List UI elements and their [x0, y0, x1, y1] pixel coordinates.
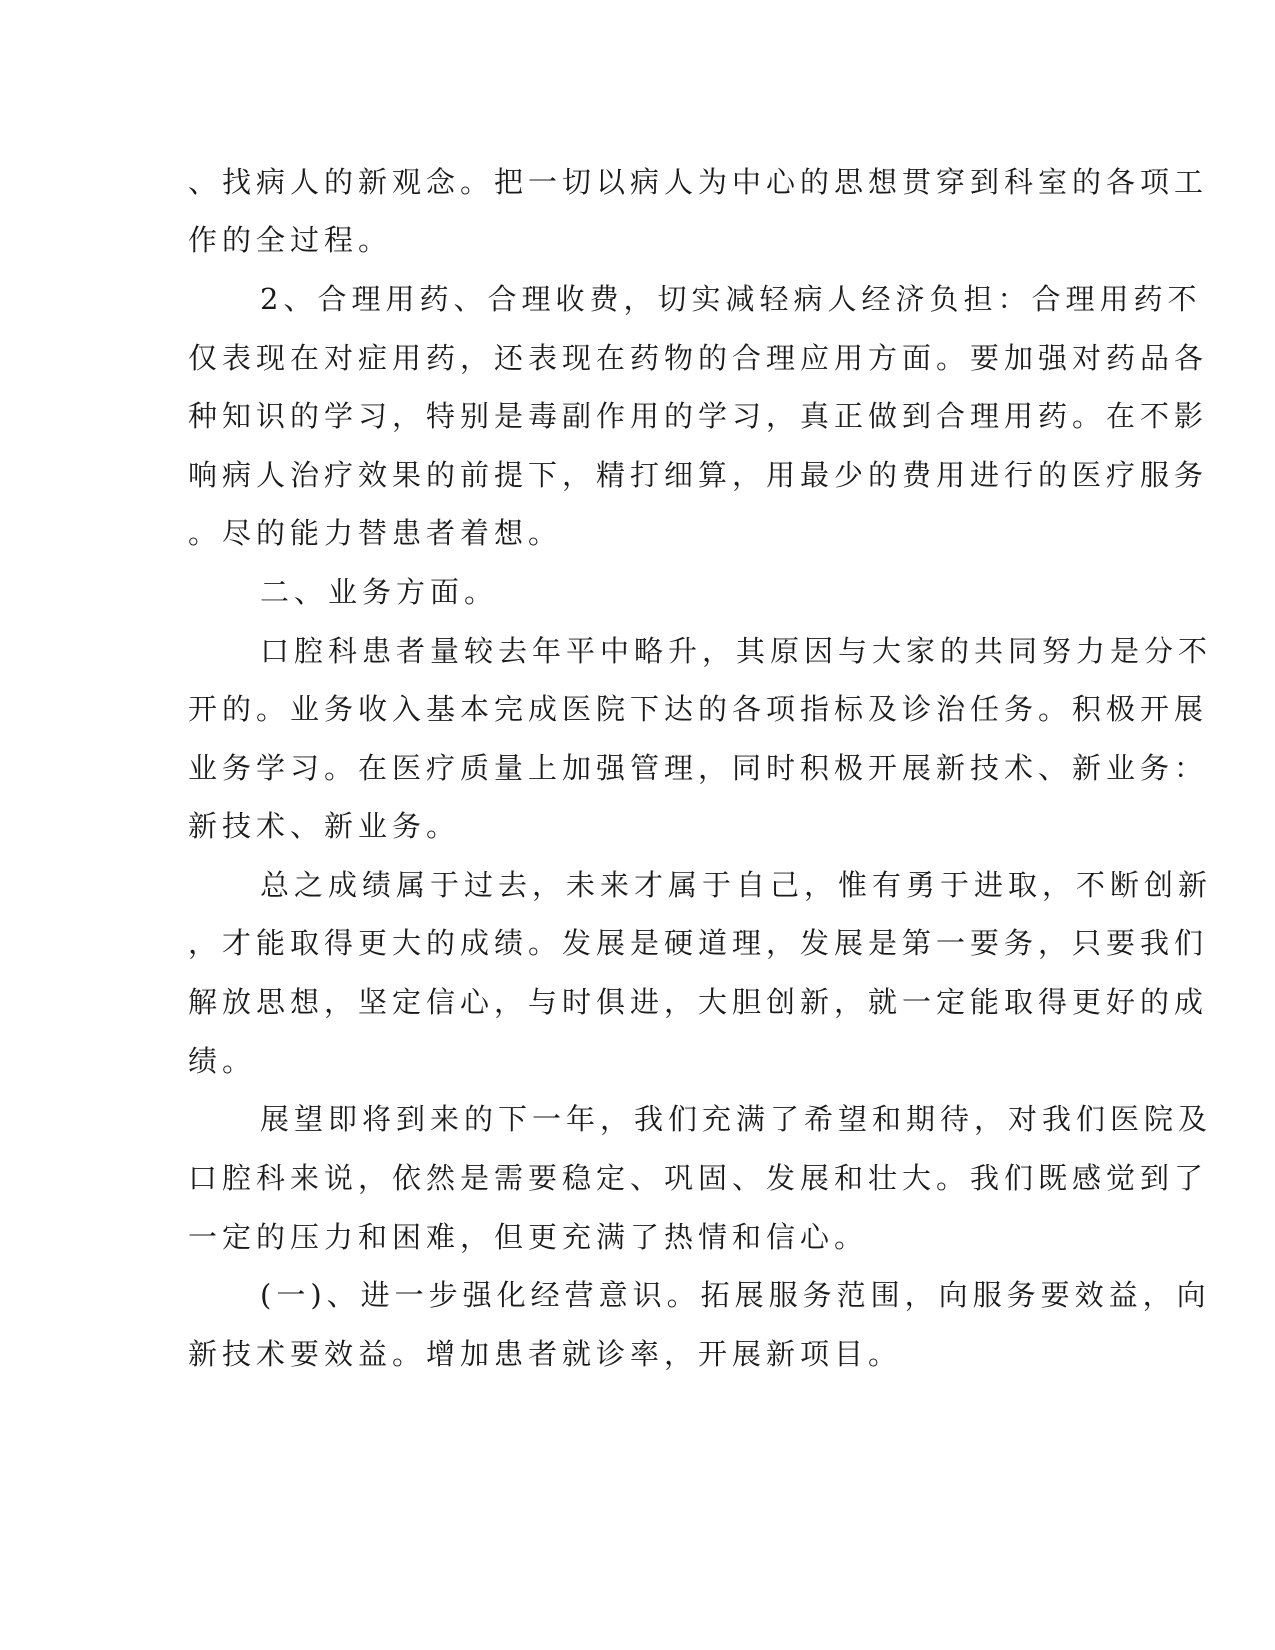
text-line: 解放思想，坚定信心，与时俱进，大胆创新，就一定能取得更好的成: [188, 985, 1209, 1019]
text-line: 仅表现在对症用药，还表现在药物的合理应用方面。要加强对药品各: [188, 341, 1209, 375]
text-line: 一定的压力和困难，但更充满了热情和信心。: [188, 1220, 869, 1254]
section-heading: 二、业务方面。: [260, 575, 499, 609]
text-line: ，才能取得更大的成绩。发展是硬道理，发展是第一要务，只要我们: [188, 926, 1209, 960]
paragraph-start-line: 口腔科患者量较去年平中略升，其原因与大家的共同努力是分不: [260, 634, 1213, 668]
text-line: 。尽的能力替患者着想。: [188, 516, 563, 550]
text-line: 新技术要效益。增加患者就诊率，开展新项目。: [188, 1337, 903, 1371]
text-line: 业务学习。在医疗质量上加强管理，同时积极开展新技术、新业务：: [188, 751, 1209, 785]
text-line: 绩。: [188, 1044, 257, 1078]
text-line: 响病人治疗效果的前提下，精打细算，用最少的费用进行的医疗服务: [188, 458, 1209, 492]
paragraph-start-line: 展望即将到来的下一年，我们充满了希望和期待，对我们医院及: [260, 1102, 1213, 1136]
paragraph-start-line: 总之成绩属于过去，未来才属于自己，惟有勇于进取，不断创新: [260, 868, 1213, 902]
text-line: 开的。业务收入基本完成医院下达的各项指标及诊治任务。积极开展: [188, 692, 1209, 726]
paragraph-start-line: 2、合理用药、合理收费，切实减轻病人经济负担：合理用药不: [260, 282, 1202, 316]
text-line: 作的全过程。: [188, 223, 393, 257]
text-line: 口腔科来说，依然是需要稳定、巩固、发展和壮大。我们既感觉到了: [188, 1161, 1209, 1195]
paragraph-start-line: (一)、进一步强化经营意识。拓展服务范围，向服务要效益，向: [260, 1278, 1211, 1312]
text-line: 种知识的学习，特别是毒副作用的学习，真正做到合理用药。在不影: [188, 399, 1209, 433]
text-line: 新技术、新业务。: [188, 809, 461, 843]
text-line: 、找病人的新观念。把一切以病人为中心的思想贯穿到科室的各项工: [188, 165, 1209, 199]
